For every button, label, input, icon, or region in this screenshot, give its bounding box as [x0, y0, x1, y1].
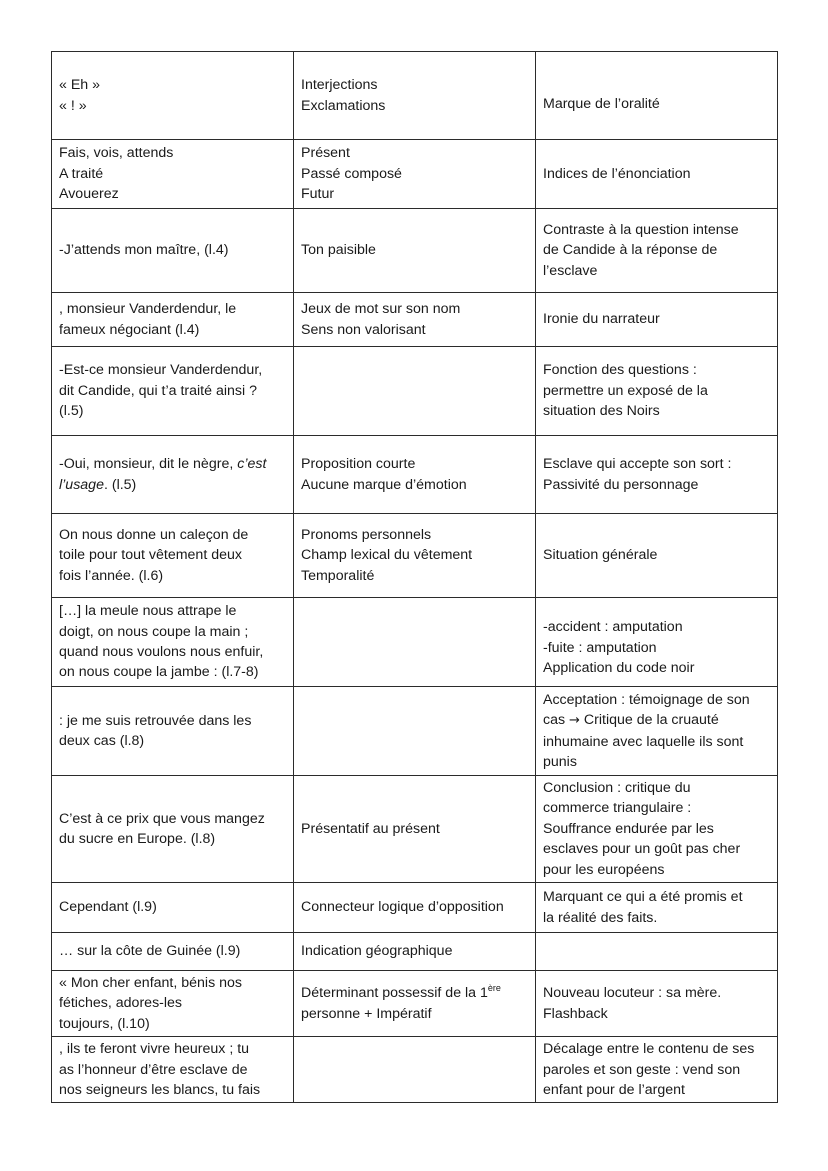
process-cell: [294, 347, 536, 436]
table-row: [52, 209, 778, 293]
table-row: [52, 52, 778, 140]
interpretation-cell: Contraste à la question intense de Candide à la réponse de l’esclave: [536, 209, 778, 293]
interpretation-cell: Fonction des questions : permettre un exposé de la situation des Noirs: [536, 347, 778, 436]
quote-cell: -Est-ce monsieur Vanderdendur, dit Candide, qui t’a traité ainsi ? (l.5): [52, 347, 294, 436]
analysis-sheet: [51, 51, 777, 1103]
interpretation-cell: Ironie du narrateur: [536, 293, 778, 347]
interpretation-cell: Conclusion : critique du commerce triangulaire : Souffrance endurée par les esclaves pour un goût pas cher pour les européens: [536, 776, 778, 883]
quote-cell: … sur la côte de Guinée (l.9): [52, 933, 294, 971]
process-cell: Déterminant possessif de la 1ère personne + Impératif: [294, 971, 536, 1037]
interpretation-cell: -accident : amputation -fuite : amputation Application du code noir: [536, 598, 778, 687]
quote-cell: Cependant (l.9): [52, 883, 294, 933]
interpretation-cell: Nouveau locuteur : sa mère. Flashback: [536, 971, 778, 1037]
interpretation-cell: Indices de l’énonciation: [536, 140, 778, 209]
process-cell: Ton paisible: [294, 209, 536, 293]
quote-cell: Fais, vois, attends A traité Avouerez: [52, 140, 294, 209]
table-row: [52, 347, 778, 436]
interpretation-cell: Décalage entre le contenu de ses paroles et son geste : vend son enfant pour de l’argent: [536, 1037, 778, 1103]
table-row: [52, 1037, 778, 1103]
process-cell: Présentatif au présent: [294, 776, 536, 883]
analysis-table: [51, 51, 778, 1103]
table-row: [52, 971, 778, 1037]
right-arrow-icon: →: [569, 713, 580, 729]
process-cell: Jeux de mot sur son nom Sens non valorisant: [294, 293, 536, 347]
process-cell: Présent Passé composé Futur: [294, 140, 536, 209]
quote-cell: , ils te feront vivre heureux ; tu as l’honneur d’être esclave de nos seigneurs les blancs, tu fais: [52, 1037, 294, 1103]
quote-cell: […] la meule nous attrape le doigt, on nous coupe la main ; quand nous voulons nous enfuir, on nous coupe la jambe : (l.7-8): [52, 598, 294, 687]
quote-cell: : je me suis retrouvée dans les deux cas (l.8): [52, 687, 294, 776]
interpretation-cell: [536, 933, 778, 971]
interpretation-cell: Marquant ce qui a été promis et la réalité des faits.: [536, 883, 778, 933]
quote-cell: -Oui, monsieur, dit le nègre, c’est l’usage. (l.5): [52, 436, 294, 514]
quote-cell: On nous donne un caleçon de toile pour tout vêtement deux fois l’année. (l.6): [52, 514, 294, 598]
process-cell: Pronoms personnels Champ lexical du vêtement Temporalité: [294, 514, 536, 598]
table-row: [52, 933, 778, 971]
process-cell: Interjections Exclamations: [294, 52, 536, 140]
interpretation-cell: Esclave qui accepte son sort : Passivité du personnage: [536, 436, 778, 514]
quote-cell: « Mon cher enfant, bénis nos fétiches, adores-les toujours, (l.10): [52, 971, 294, 1037]
quote-cell: -J’attends mon maître, (l.4): [52, 209, 294, 293]
interpretation-cell: Marque de l’oralité: [536, 52, 778, 140]
interpretation-cell: Situation générale: [536, 514, 778, 598]
process-cell: Connecteur logique d’opposition: [294, 883, 536, 933]
table-row: [52, 776, 778, 883]
table-row: [52, 598, 778, 687]
interpretation-cell: Acceptation : témoignage de son cas → Critique de la cruauté inhumaine avec laquelle ils sont punis: [536, 687, 778, 776]
process-cell: Indication géographique: [294, 933, 536, 971]
table-row: [52, 883, 778, 933]
table-row: [52, 436, 778, 514]
quote-cell: « Eh » « ! »: [52, 52, 294, 140]
table-row: [52, 687, 778, 776]
quote-cell: , monsieur Vanderdendur, le fameux négociant (l.4): [52, 293, 294, 347]
process-cell: [294, 687, 536, 776]
table-row: [52, 293, 778, 347]
process-cell: [294, 1037, 536, 1103]
process-cell: [294, 598, 536, 687]
process-cell: Proposition courte Aucune marque d’émotion: [294, 436, 536, 514]
quote-cell: C’est à ce prix que vous mangez du sucre en Europe. (l.8): [52, 776, 294, 883]
table-row: [52, 140, 778, 209]
table-row: [52, 514, 778, 598]
